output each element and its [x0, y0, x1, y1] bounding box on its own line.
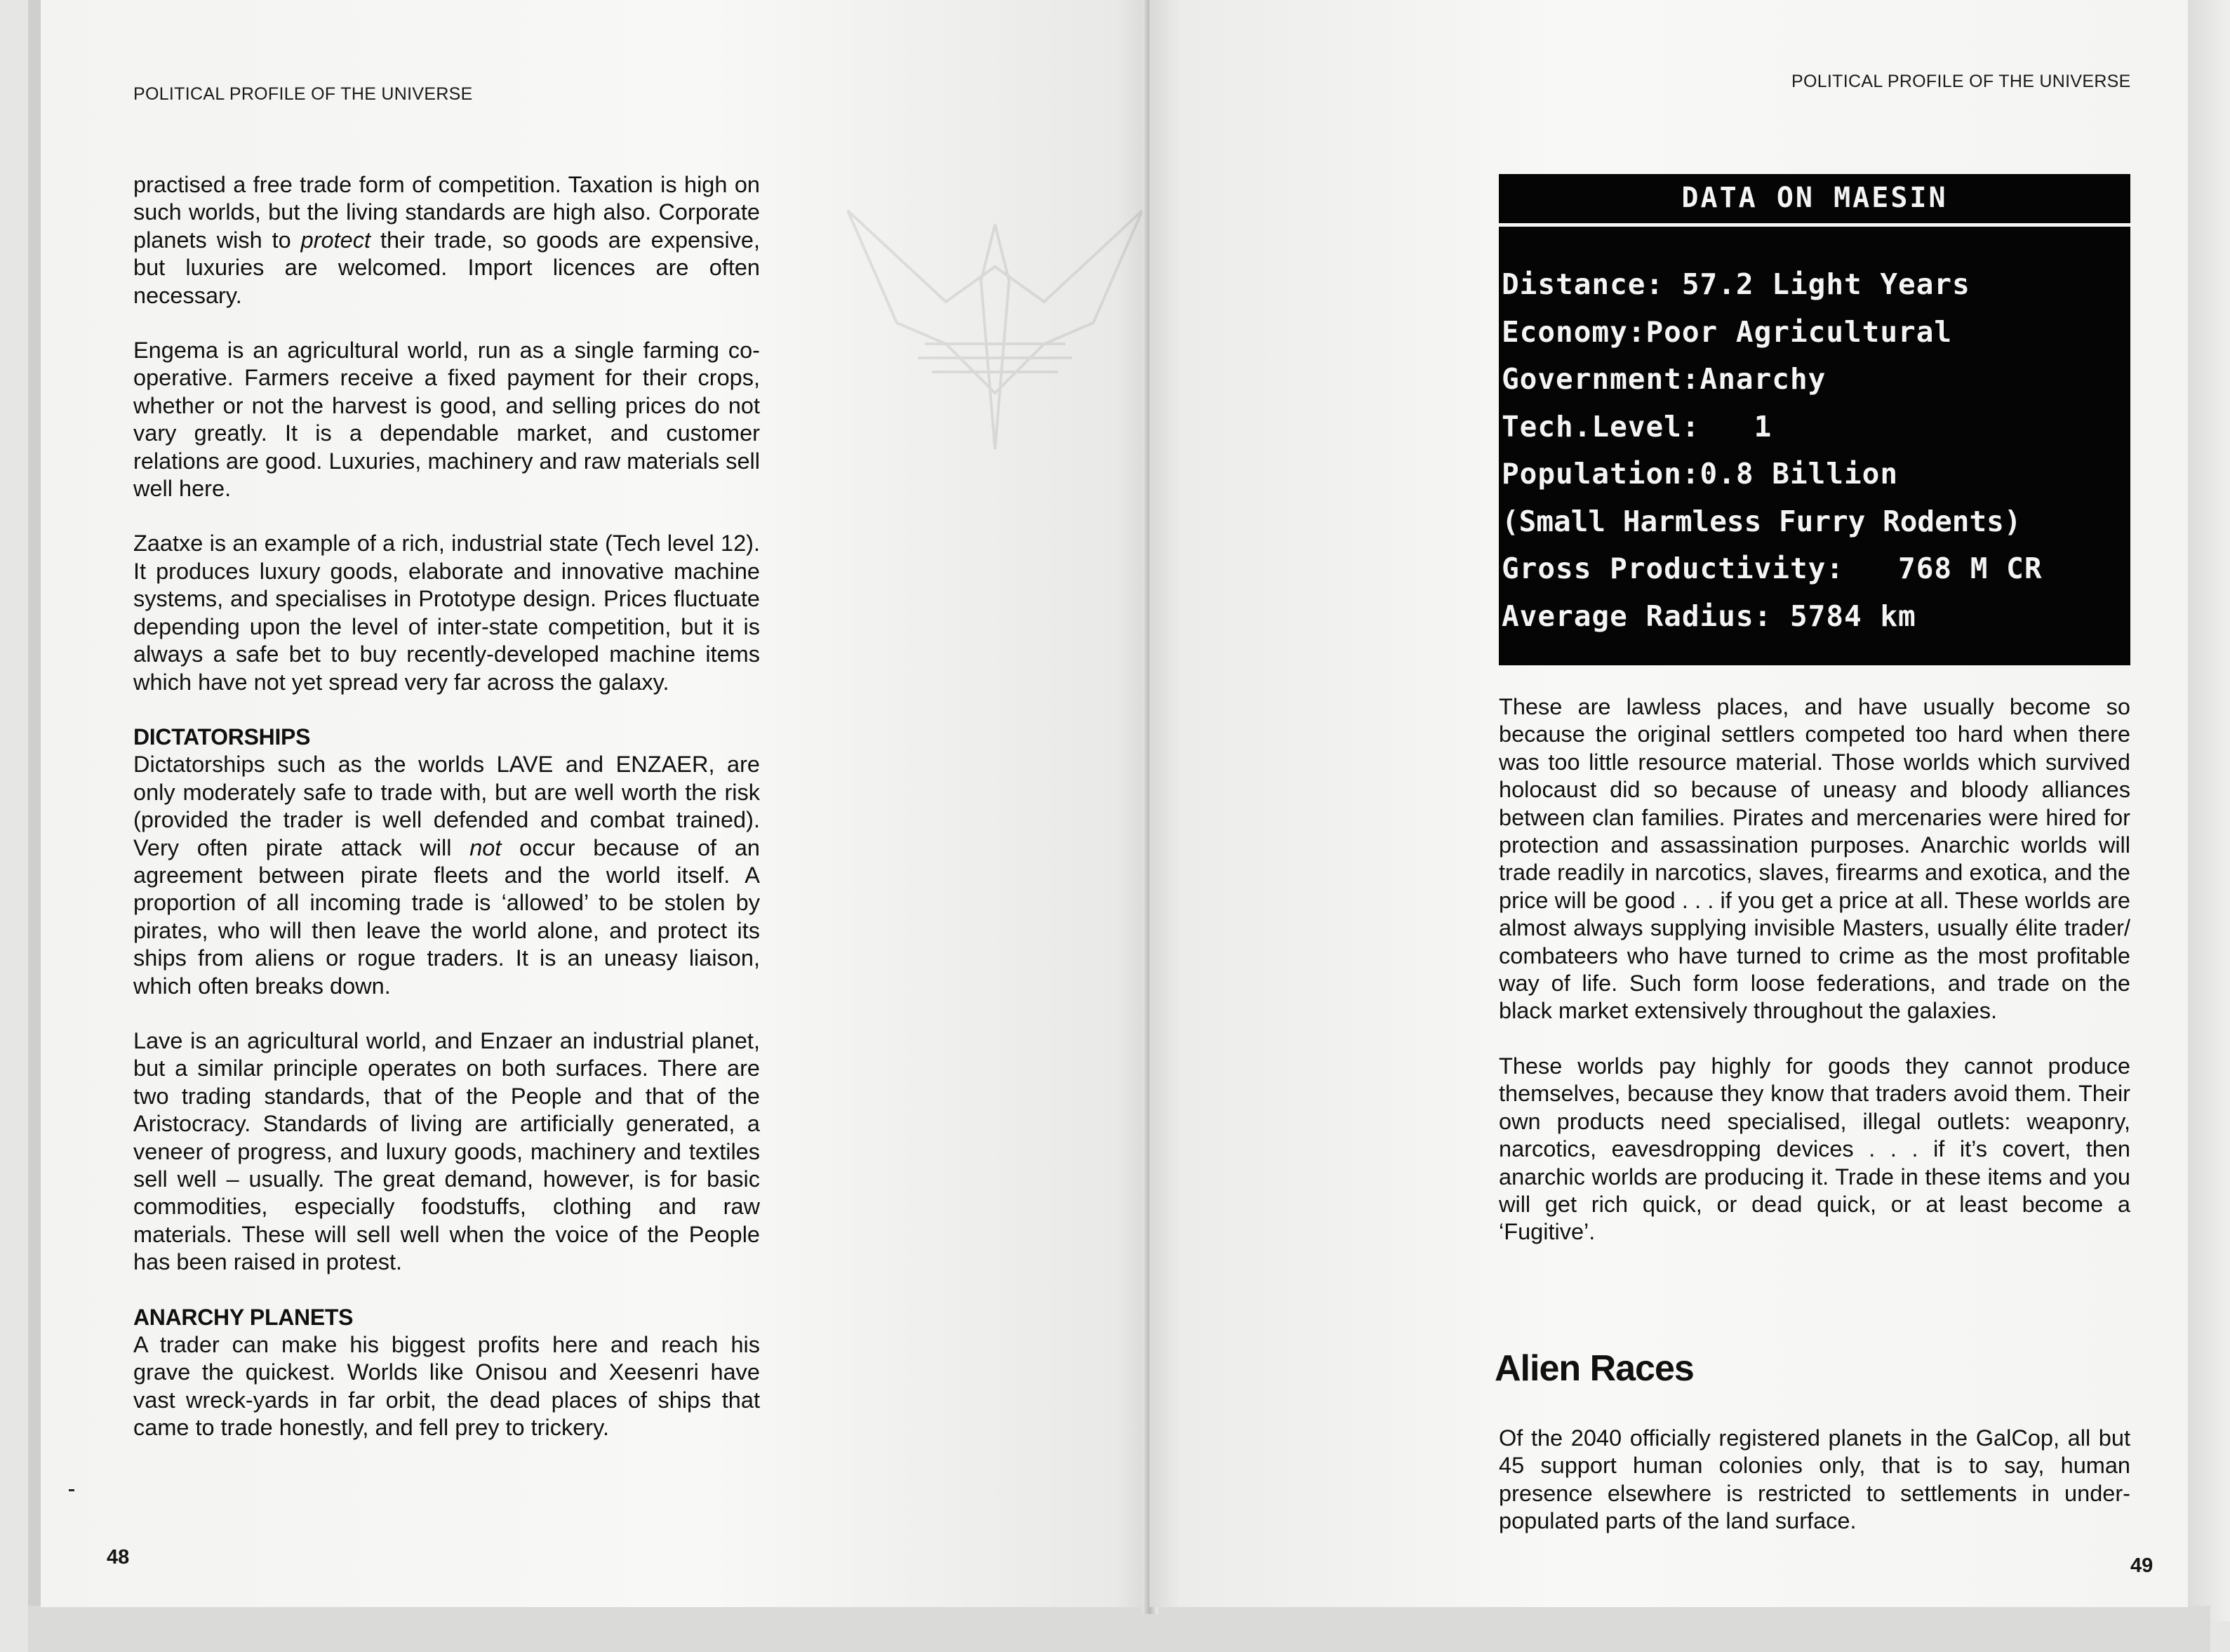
- paragraph-zaatxe: Zaatxe is an example of a rich, industrial state (Tech level 12). It produces luxury goods, elaborate and innovative machine systems, and specialises in Prototype design. Prices fluctuate depending upon the level of inter-state competition, but it is always a safe bet to buy recently-developed machine items which have not yet spread very far across the galaxy.: [133, 531, 760, 695]
- paragraph-text: Dictatorships such as the worlds LAVE and ENZAER, are only moderately safe to trade with, but are well worth the risk (provided the trader is well defended and combat trained). Very often pirate attack will: [133, 752, 760, 860]
- screen-divider: [1499, 223, 2130, 227]
- screen-line-tech-level: Tech.Level: 1: [1502, 409, 1772, 444]
- screen-line-economy: Economy:Poor Agricultural: [1502, 314, 1953, 349]
- right-page-number: 49: [2130, 1554, 2154, 1577]
- alien-races-text-column: [1499, 1425, 2130, 1563]
- margin-mark: [69, 1489, 74, 1491]
- left-text-column: [133, 171, 760, 1470]
- screen-line-distance: Distance: 57.2 Light Years: [1502, 267, 1970, 301]
- left-page-number: 48: [107, 1546, 130, 1568]
- paragraph-text: practised a free trade form of competition. Taxation is high on such worlds, but the living standards are high also. Corporate planets wish to: [133, 172, 760, 253]
- paragraph-pay-highly: These worlds pay highly for goods they cannot produce themselves, because they know that traders avoid them. Their own products need specialised, illegal outlets: weaponry, narcotics, eavesdropping devices . . . if it’s covert, then anarchic worlds are producing it. Trade in these items and you will get rich quick, or dead quick, or at least become a ‘Fugitive’.: [1499, 1053, 2130, 1245]
- bottom-shadow: [28, 1606, 2210, 1652]
- heading-dictatorships: DICTATORSHIPS: [133, 724, 311, 750]
- screen-title: DATA ON MAESIN: [1681, 182, 1948, 214]
- left-running-head: POLITICAL PROFILE OF THE UNIVERSE: [133, 84, 473, 104]
- paragraph-lawless-places: These are lawless places, and have usually become so because the original settlers competed too hard when there was too little resource material. Those worlds which survived holocaust did so because of uneasy and bloody alliances between clan families. Pirates and mercenaries were hired for protection and assassination purposes. Anarchic worlds will trade readily in narcotics, slaves, firearms and exotica, and the price will be good . . . if you get a price at all. These worlds are almost always supplying invisible Masters, usually élite trader/ combateers who have turned to crime as the most profitable way of life. Such form loose federations, and trade on the black market extensively throughout the galaxies.: [1499, 694, 2130, 1024]
- screen-line-radius: Average Radius: 5784 km: [1502, 599, 1916, 633]
- left-page-edge: [28, 0, 41, 1614]
- paragraph-anarchy-intro: A trader can make his biggest profits here and reach his grave the quickest. Worlds like Onisou and Xeesenri have vast wreck-yards in far orbit, the dead places of ships that came to trade honestly, and fell prey to trickery.: [133, 1332, 760, 1441]
- emphasis-text: protect: [300, 227, 371, 253]
- planet-data-screen: [1499, 174, 2130, 665]
- bleed-through-emblem-icon: [841, 182, 1149, 463]
- screen-line-population: Population:0.8 Billion: [1502, 457, 1899, 491]
- right-running-head: POLITICAL PROFILE OF THE UNIVERSE: [1791, 72, 2131, 91]
- screen-data-lines: [1502, 261, 2128, 640]
- screen-line-species: (Small Harmless Furry Rodents): [1502, 504, 2022, 538]
- paragraph-lave-enzaer: Lave is an agricultural world, and Enzaer an industrial planet, but a similar principle operates on both surfaces. There are two trading standards, that of the People and that of the Aristocracy. Standards of living are artificially generated, a veneer of progress, and luxury goods, machinery and textiles sell well – usually. The great demand, however, is for basic commodities, especially foodstuffs, clothing and raw materials. These will sell well when the voice of the People has been raised in protest.: [133, 1027, 760, 1275]
- paragraph-alien-races: Of the 2040 officially registered planets in the GalCop, all but 45 support human colonies only, that is to say, human presence elsewhere is restricted to settlements in under-populated parts of the land surface.: [1499, 1425, 2130, 1534]
- paragraph-text: their trade, so goods are expensive, but luxuries are welcomed. Import licences are often necessary.: [133, 227, 761, 308]
- screen-line-government: Government:Anarchy: [1502, 362, 1827, 396]
- paragraph-dictatorships: [133, 751, 760, 1000]
- paragraph-engema: Engema is an agricultural world, run as a single farming co-operative. Farmers receive a fixed payment for their crops, whether or not the harvest is good, and selling prices do not vary greatly. It is a dependable market, and customer relations are good. Luxuries, machinery and raw materials sell well here.: [133, 338, 760, 502]
- heading-alien-races: Alien Races: [1495, 1348, 1694, 1389]
- right-page-edge: [2188, 0, 2230, 1621]
- paragraph-text: occur because of an agreement between pirate fleets and the world itself. A proportion of all incoming trade is ‘allowed’ to be stolen by pirates, who will then leave the world alone, and protect its ships from aliens or rogue traders. It is an uneasy liaison, which often breaks down.: [133, 834, 760, 999]
- paragraph-corporate: [133, 171, 760, 309]
- emphasis-text: not: [469, 834, 502, 860]
- screen-line-productivity: Gross Productivity: 768 M CR: [1502, 552, 2043, 585]
- heading-anarchy-planets: ANARCHY PLANETS: [133, 1304, 354, 1330]
- right-text-column: [1499, 693, 2130, 1274]
